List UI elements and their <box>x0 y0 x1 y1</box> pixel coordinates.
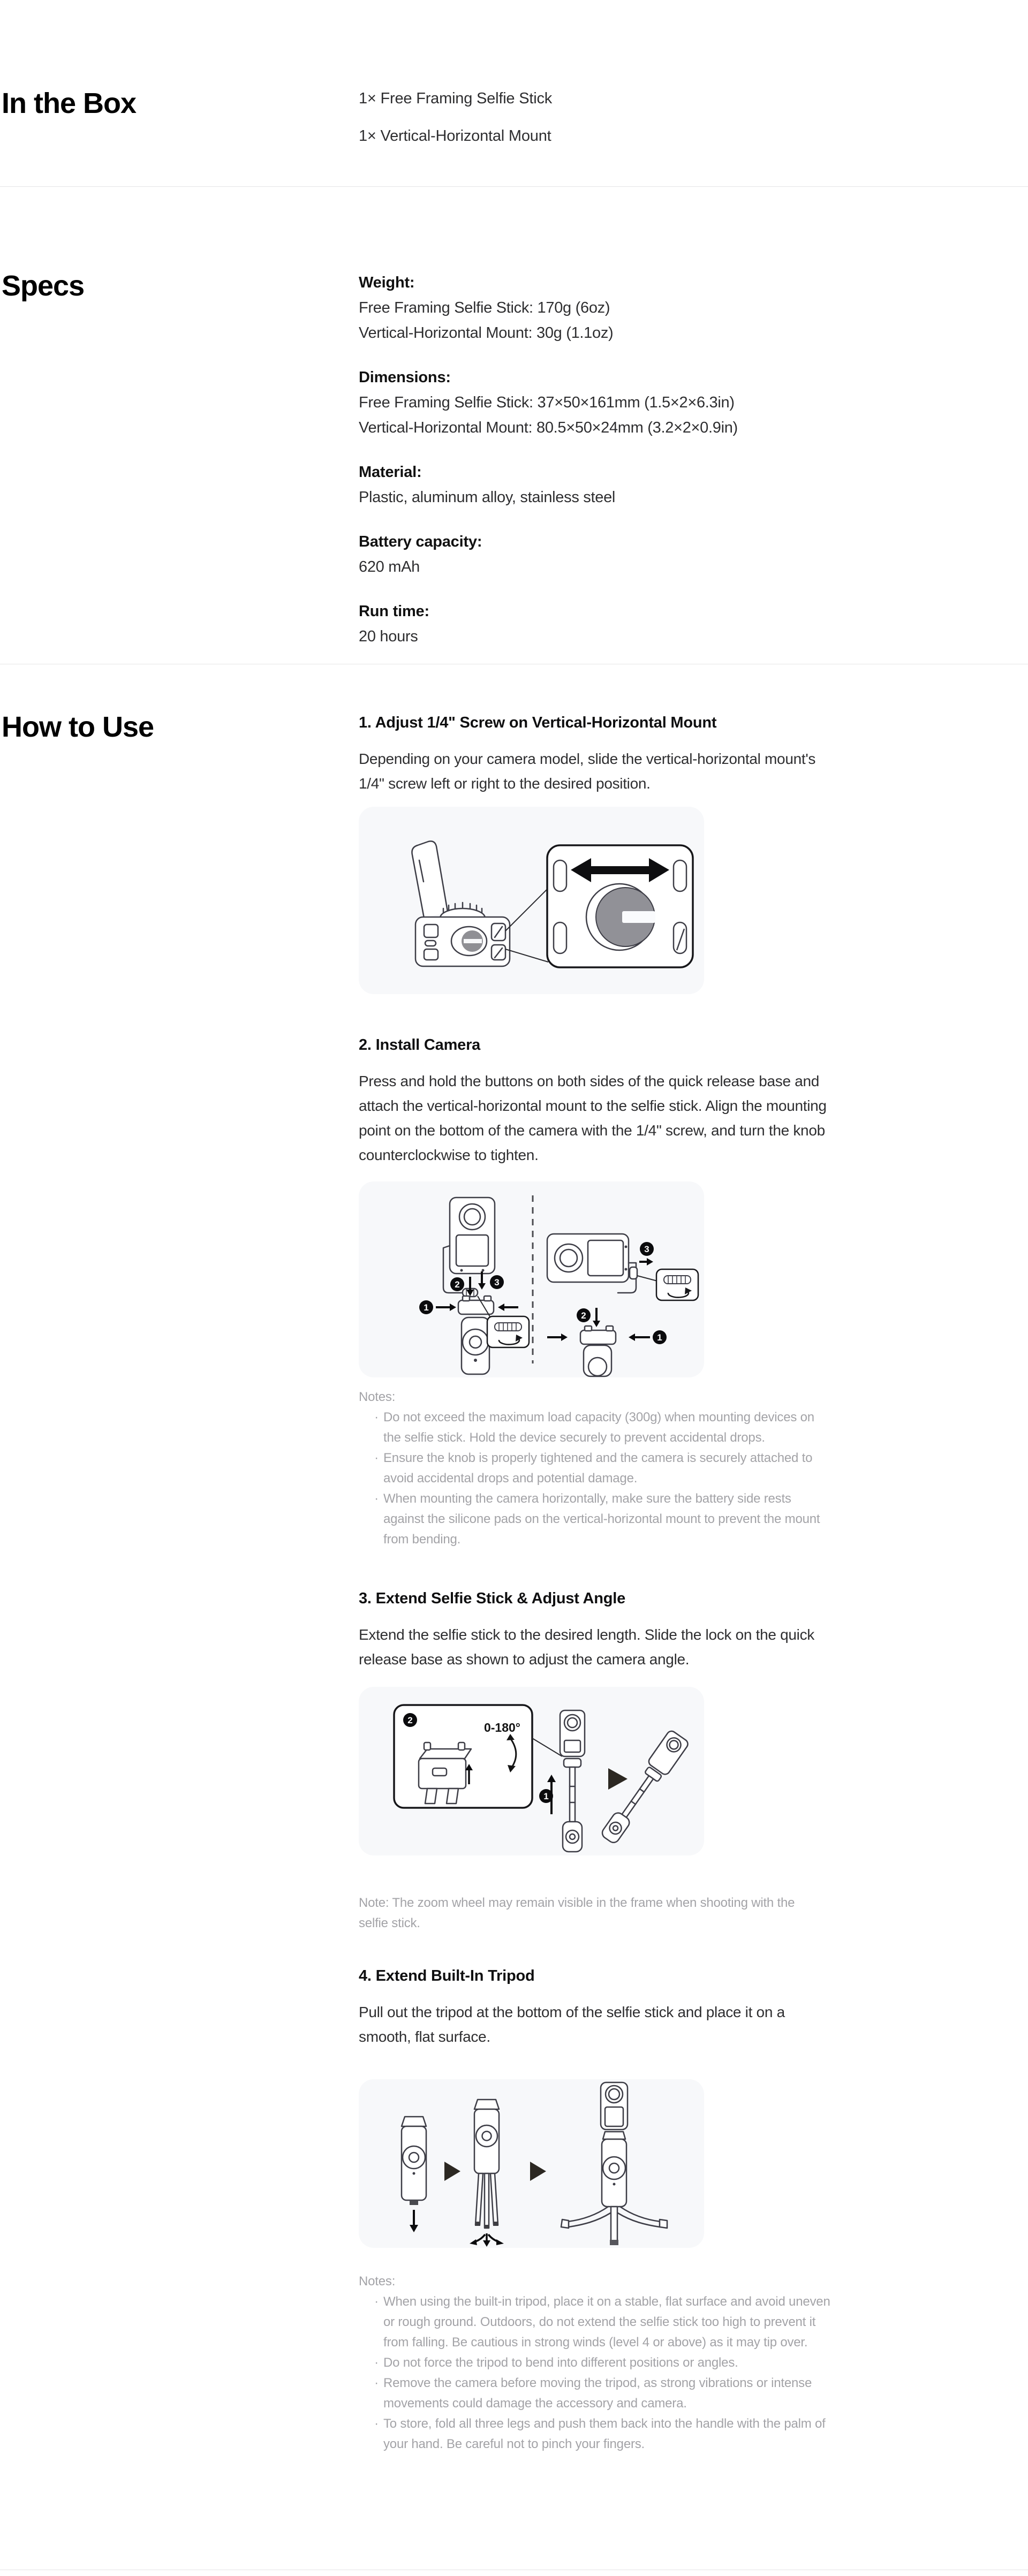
magnified-inset <box>547 845 693 967</box>
step-2-body: Press and hold the buttons on both sides of the quick release base and attach the vertical-horizontal mount to the selfie stick. Align the mounting point on the bottom of the camera with the 1/4" screw, and turn the knob counterclockwise to tighten. <box>359 1073 827 1163</box>
spec-group-dimensions <box>359 365 833 441</box>
step-4-notes <box>359 2271 833 2454</box>
quick-release-base <box>580 1330 616 1344</box>
notes-label: Notes: <box>359 2274 396 2289</box>
badge-2-label: 2 <box>455 1279 460 1290</box>
step-4-body: Pull out the tripod at the bottom of the selfie stick and place it on a smooth, flat surface. <box>359 2004 785 2045</box>
step-4-title: 4. Extend Built-In Tripod <box>359 1967 535 1984</box>
step-1-body: Depending on your camera model, slide the vertical-horizontal mount's 1/4" screw left or right to the desired position. <box>359 751 816 792</box>
section-how-to-use <box>0 664 1028 2454</box>
mount-flip-arm <box>412 841 448 918</box>
note-text: Do not force the tripod to bend into different positions or angles. <box>383 2355 738 2370</box>
spec-label: Battery capacity: <box>359 533 482 550</box>
spec-group-battery <box>359 529 833 580</box>
box-item: 1× Vertical-Horizontal Mount <box>359 127 551 145</box>
badge-3-label: 3 <box>644 1244 649 1254</box>
adjust-screw-illustration <box>359 807 704 994</box>
note-item <box>359 1407 833 1448</box>
camera-screen <box>605 2107 623 2126</box>
tripod-leg <box>611 2207 617 2241</box>
spec-label: Weight: <box>359 274 415 291</box>
install-camera-illustration <box>359 1181 704 1377</box>
figure-extend-adjust <box>359 1687 704 1855</box>
spec-group-runtime <box>359 599 833 649</box>
next-triangle-icon <box>608 1768 628 1790</box>
figure-extend-tripod <box>359 2079 704 2248</box>
quick-release-base <box>458 1300 494 1314</box>
stick-pole <box>570 1767 575 1822</box>
step-2-title: 2. Install Camera <box>359 1036 481 1054</box>
bullet-dot: · <box>374 1410 379 1425</box>
note-item <box>359 2414 833 2454</box>
spec-line: Vertical-Horizontal Mount: 80.5×50×24mm (3.2×2×0.9in) <box>359 419 738 436</box>
in-the-box-heading: In the Box <box>2 87 137 119</box>
note-item <box>359 2373 833 2414</box>
mount-knob <box>630 1267 637 1279</box>
camera-screen <box>456 1235 488 1266</box>
bullet-dot: · <box>374 2376 379 2390</box>
in-the-box-items <box>359 88 833 147</box>
horizontal-camera-group <box>547 1234 637 1376</box>
magnifier-lines <box>505 888 548 962</box>
spec-line: Plastic, aluminum alloy, stainless steel <box>359 489 616 506</box>
handle-control-pad <box>588 1358 607 1376</box>
step-3-title: 3. Extend Selfie Stick & Adjust Angle <box>359 1590 626 1607</box>
figure-adjust-screw <box>359 807 704 994</box>
tripod-leg <box>568 2207 608 2222</box>
bullet-dot: · <box>374 2416 379 2431</box>
note-text: To store, fold all three legs and push them back into the handle with the palm of your hand. Be careful not to pinch your fingers. <box>383 2416 826 2451</box>
spec-group-material <box>359 460 833 510</box>
bullet-dot: · <box>374 1451 379 1465</box>
box-item: 1× Free Framing Selfie Stick <box>359 90 553 107</box>
tilted-stick-group <box>598 1729 690 1846</box>
handle-collapsed-group <box>402 2117 426 2205</box>
step-2-notes <box>359 1387 833 1550</box>
badge-2-label: 2 <box>581 1310 586 1321</box>
note-item <box>359 1489 833 1550</box>
step-3-body: Extend the selfie stick to the desired length. Slide the lock on the quick release base as shown to adjust the camera angle. <box>359 1626 814 1668</box>
note-text: Remove the camera before moving the tripod, as strong vibrations or intense movements could damage the accessory and camera. <box>383 2376 812 2411</box>
spec-line: 20 hours <box>359 628 418 645</box>
bullet-dot: · <box>374 2294 379 2309</box>
badge-3-label: 3 <box>494 1277 500 1287</box>
specs-heading: Specs <box>2 270 85 302</box>
handle-legs-group <box>474 2100 499 2229</box>
note-item <box>359 1448 833 1489</box>
spec-line: Vertical-Horizontal Mount: 30g (1.1oz) <box>359 324 614 342</box>
notes-label: Notes: <box>359 1390 396 1404</box>
angle-range-label: 0-180° <box>483 1721 520 1734</box>
step-3-note: Note: The zoom wheel may remain visible in the frame when shooting with the selfie stick. <box>359 1896 795 1930</box>
how-to-use-heading: How to Use <box>2 711 154 743</box>
note-item <box>359 2292 833 2353</box>
how-to-use-steps <box>359 711 833 2454</box>
spec-line: Free Framing Selfie Stick: 37×50×161mm (1.5×2×6.3in) <box>359 394 735 411</box>
quick-release-base <box>603 2132 625 2139</box>
spec-label: Run time: <box>359 603 429 620</box>
spec-line: Free Framing Selfie Stick: 170g (6oz) <box>359 299 610 316</box>
extended-stick-group <box>560 1710 585 1852</box>
spec-line: 620 mAh <box>359 558 420 575</box>
note-text: Ensure the knob is properly tightened and the camera is securely attached to avoid accidental drops and potential damage. <box>383 1451 813 1486</box>
bullet-dot: · <box>374 1491 379 1506</box>
badge-2-label: 2 <box>407 1715 413 1725</box>
next-triangle-icon <box>444 2162 460 2181</box>
badge-1-label: 1 <box>657 1332 662 1343</box>
spec-label: Dimensions: <box>359 369 451 386</box>
lock-slider <box>433 1768 447 1776</box>
specs-list <box>359 270 833 649</box>
tripod-leg <box>485 2173 489 2228</box>
quick-release-base <box>564 1759 581 1767</box>
tripod-leg <box>620 2207 661 2222</box>
note-text: When mounting the camera horizontally, make sure the battery side rests against the silicone pads on the vertical-horizontal mount to prevent the mount from bending. <box>383 1491 820 1547</box>
camera-screen <box>588 1240 623 1276</box>
next-triangle-icon <box>530 2162 546 2181</box>
section-in-the-box <box>0 0 1028 186</box>
badge-1-label: 1 <box>543 1791 549 1801</box>
spec-group-weight <box>359 270 833 346</box>
section-specs <box>0 187 1028 664</box>
note-item <box>359 2353 833 2373</box>
note-text: Do not exceed the maximum load capacity (300g) when mounting devices on the selfie stick. Hold the device securely to prevent accidental drops. <box>383 1410 814 1445</box>
angle-inset <box>394 1705 532 1808</box>
badge-1-label: 1 <box>424 1302 429 1313</box>
figure-install-camera <box>359 1181 704 1377</box>
step-1-title: 1. Adjust 1/4" Screw on Vertical-Horizontal Mount <box>359 714 717 731</box>
bullet-dot: · <box>374 2355 379 2370</box>
tripod-leg <box>490 2173 498 2225</box>
tripod-leg <box>475 2173 483 2225</box>
note-text: When using the built-in tripod, place it on a stable, flat surface and avoid uneven or rough ground. Outdoors, do not extend the selfie stick too high to prevent it from falling. Be cautious in strong winds (level 4 or above) as it may tip over. <box>383 2294 830 2350</box>
spec-label: Material: <box>359 464 422 481</box>
extend-tripod-illustration <box>359 2079 704 2248</box>
standing-tripod-group <box>561 2082 667 2245</box>
extend-adjust-illustration <box>359 1687 704 1855</box>
stick-pole <box>622 1776 654 1817</box>
